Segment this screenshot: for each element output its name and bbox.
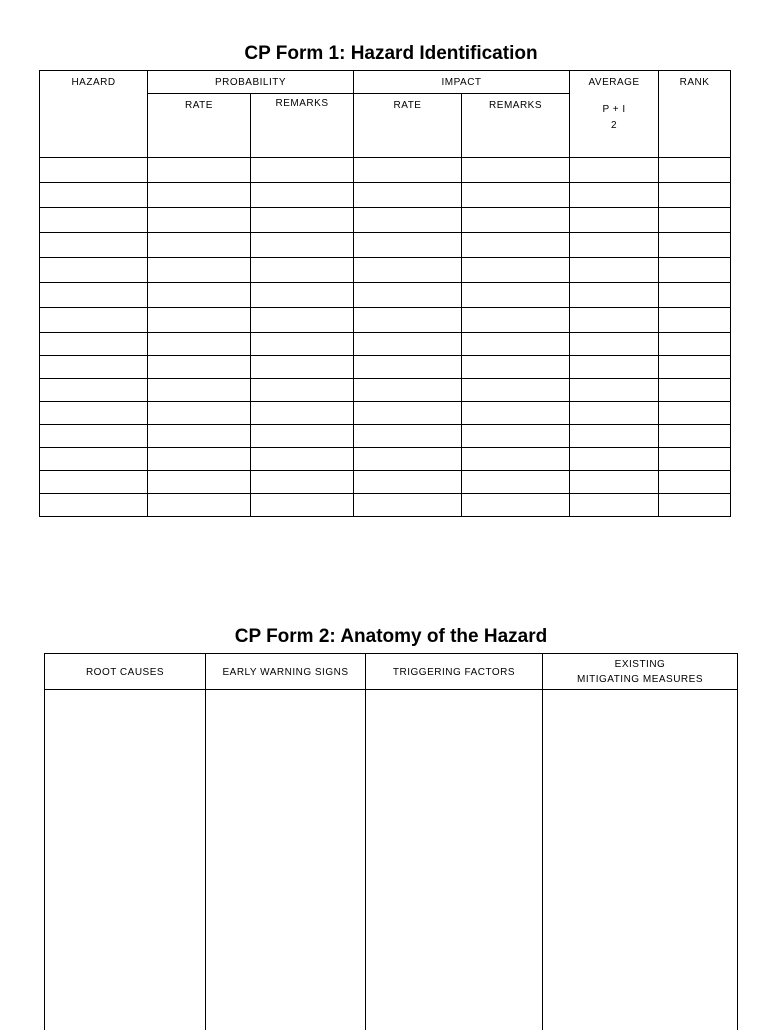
probability-remarks-cell[interactable]: [251, 448, 354, 471]
average-cell[interactable]: [570, 333, 659, 356]
probability-rate-cell[interactable]: [148, 356, 251, 379]
existing-mitigating-measures-cell[interactable]: [543, 690, 738, 1030]
table-row: [40, 471, 731, 494]
probability-remarks-cell[interactable]: [251, 356, 354, 379]
probability-remarks-cell[interactable]: [251, 233, 354, 258]
table-row: [40, 233, 731, 258]
header-rank: RANK: [659, 71, 731, 158]
hazard-table-body: [40, 158, 731, 517]
hazard-cell[interactable]: [40, 208, 148, 233]
average-cell[interactable]: [570, 356, 659, 379]
probability-rate-cell[interactable]: [148, 448, 251, 471]
average-formula-denominator: 2: [611, 120, 617, 131]
impact-remarks-cell[interactable]: [462, 308, 570, 333]
probability-rate-cell[interactable]: [148, 208, 251, 233]
probability-remarks-cell[interactable]: [251, 471, 354, 494]
average-cell[interactable]: [570, 183, 659, 208]
header-hazard: HAZARD: [40, 71, 148, 158]
hazard-cell[interactable]: [40, 402, 148, 425]
rank-cell[interactable]: [659, 425, 731, 448]
header-existing-line1: EXISTING: [543, 657, 737, 672]
average-formula: [570, 102, 658, 134]
hazard-cell[interactable]: [40, 183, 148, 208]
header-existing-mitigating-measures: [543, 654, 738, 690]
table-row: [45, 690, 738, 1030]
rank-cell[interactable]: [659, 258, 731, 283]
probability-rate-cell[interactable]: [148, 308, 251, 333]
rank-cell[interactable]: [659, 208, 731, 233]
impact-remarks-cell[interactable]: [462, 233, 570, 258]
average-cell[interactable]: [570, 308, 659, 333]
probability-remarks-cell[interactable]: [251, 183, 354, 208]
impact-remarks-cell[interactable]: [462, 333, 570, 356]
probability-remarks-cell[interactable]: [251, 379, 354, 402]
table-row: [40, 258, 731, 283]
probability-remarks-cell[interactable]: [251, 425, 354, 448]
impact-rate-cell[interactable]: [354, 308, 462, 333]
table-row: [40, 425, 731, 448]
impact-rate-cell[interactable]: [354, 402, 462, 425]
impact-remarks-cell[interactable]: [462, 402, 570, 425]
impact-remarks-cell[interactable]: [462, 494, 570, 517]
rank-cell[interactable]: [659, 402, 731, 425]
hazard-cell[interactable]: [40, 283, 148, 308]
rank-cell[interactable]: [659, 448, 731, 471]
average-cell[interactable]: [570, 258, 659, 283]
hazard-cell[interactable]: [40, 333, 148, 356]
probability-rate-cell[interactable]: [148, 379, 251, 402]
table-row: [40, 308, 731, 333]
header-probability-remarks: REMARKS: [251, 94, 354, 158]
probability-rate-cell[interactable]: [148, 258, 251, 283]
table-row: [40, 283, 731, 308]
impact-remarks-cell[interactable]: [462, 258, 570, 283]
table-row: [40, 158, 731, 183]
impact-remarks-cell[interactable]: [462, 158, 570, 183]
rank-cell[interactable]: [659, 183, 731, 208]
header-average-label: AVERAGE: [588, 77, 639, 88]
early-warning-signs-cell[interactable]: [206, 690, 366, 1030]
table-row: [40, 494, 731, 517]
hazard-cell[interactable]: [40, 158, 148, 183]
hazard-cell[interactable]: [40, 308, 148, 333]
table-row: [40, 333, 731, 356]
hazard-cell[interactable]: [40, 356, 148, 379]
impact-rate-cell[interactable]: [354, 333, 462, 356]
probability-rate-cell[interactable]: [148, 183, 251, 208]
header-impact-remarks: REMARKS: [462, 94, 570, 158]
header-root-causes: ROOT CAUSES: [45, 654, 206, 690]
header-probability-rate: RATE: [148, 94, 251, 158]
table-row: [40, 448, 731, 471]
impact-rate-cell[interactable]: [354, 471, 462, 494]
average-cell[interactable]: [570, 494, 659, 517]
rank-cell[interactable]: [659, 333, 731, 356]
average-cell[interactable]: [570, 158, 659, 183]
probability-rate-cell[interactable]: [148, 471, 251, 494]
table-row: [40, 183, 731, 208]
probability-rate-cell[interactable]: [148, 333, 251, 356]
rank-cell[interactable]: [659, 308, 731, 333]
impact-rate-cell[interactable]: [354, 208, 462, 233]
header-triggering-factors: TRIGGERING FACTORS: [366, 654, 543, 690]
average-cell[interactable]: [570, 379, 659, 402]
impact-remarks-cell[interactable]: [462, 471, 570, 494]
probability-rate-cell[interactable]: [148, 158, 251, 183]
rank-cell[interactable]: [659, 158, 731, 183]
impact-rate-cell[interactable]: [354, 283, 462, 308]
impact-rate-cell[interactable]: [354, 158, 462, 183]
impact-remarks-cell[interactable]: [462, 448, 570, 471]
form1-title: CP Form 1: Hazard Identification: [7, 43, 768, 65]
probability-remarks-cell[interactable]: [251, 208, 354, 233]
impact-rate-cell[interactable]: [354, 448, 462, 471]
probability-rate-cell[interactable]: [148, 425, 251, 448]
impact-remarks-cell[interactable]: [462, 425, 570, 448]
triggering-factors-cell[interactable]: [366, 690, 543, 1030]
probability-remarks-cell[interactable]: [251, 494, 354, 517]
average-cell[interactable]: [570, 402, 659, 425]
header-existing-line2: MITIGATING MEASURES: [543, 672, 737, 687]
impact-remarks-cell[interactable]: [462, 379, 570, 402]
header-impact: IMPACT: [354, 71, 570, 94]
header-early-warning-signs: EARLY WARNING SIGNS: [206, 654, 366, 690]
hazard-identification-table: [39, 70, 731, 517]
form2-title: CP Form 2: Anatomy of the Hazard: [7, 626, 768, 648]
average-cell[interactable]: [570, 425, 659, 448]
hazard-cell[interactable]: [40, 258, 148, 283]
average-cell[interactable]: [570, 448, 659, 471]
header-average: [570, 71, 659, 158]
hazard-cell[interactable]: [40, 425, 148, 448]
impact-rate-cell[interactable]: [354, 379, 462, 402]
average-cell[interactable]: [570, 233, 659, 258]
table-row: [40, 402, 731, 425]
hazard-cell[interactable]: [40, 448, 148, 471]
table-row: [40, 379, 731, 402]
probability-remarks-cell[interactable]: [251, 402, 354, 425]
probability-rate-cell[interactable]: [148, 494, 251, 517]
probability-rate-cell[interactable]: [148, 233, 251, 258]
average-cell[interactable]: [570, 208, 659, 233]
impact-rate-cell[interactable]: [354, 356, 462, 379]
average-cell[interactable]: [570, 283, 659, 308]
impact-remarks-cell[interactable]: [462, 283, 570, 308]
hazard-cell[interactable]: [40, 379, 148, 402]
header-probability: PROBABILITY: [148, 71, 354, 94]
impact-remarks-cell[interactable]: [462, 356, 570, 379]
probability-rate-cell[interactable]: [148, 283, 251, 308]
rank-cell[interactable]: [659, 283, 731, 308]
hazard-cell[interactable]: [40, 494, 148, 517]
hazard-cell[interactable]: [40, 471, 148, 494]
impact-rate-cell[interactable]: [354, 258, 462, 283]
table-row: [40, 356, 731, 379]
average-formula-numerator: P + I: [602, 104, 625, 115]
impact-rate-cell[interactable]: [354, 425, 462, 448]
rank-cell[interactable]: [659, 233, 731, 258]
impact-remarks-cell[interactable]: [462, 208, 570, 233]
table-row: [40, 208, 731, 233]
impact-rate-cell[interactable]: [354, 183, 462, 208]
probability-remarks-cell[interactable]: [251, 258, 354, 283]
rank-cell[interactable]: [659, 471, 731, 494]
probability-remarks-cell[interactable]: [251, 158, 354, 183]
impact-remarks-cell[interactable]: [462, 183, 570, 208]
probability-remarks-cell[interactable]: [251, 308, 354, 333]
hazard-cell[interactable]: [40, 233, 148, 258]
average-cell[interactable]: [570, 471, 659, 494]
rank-cell[interactable]: [659, 356, 731, 379]
impact-rate-cell[interactable]: [354, 233, 462, 258]
probability-remarks-cell[interactable]: [251, 283, 354, 308]
rank-cell[interactable]: [659, 379, 731, 402]
impact-rate-cell[interactable]: [354, 494, 462, 517]
hazard-anatomy-table: [44, 653, 738, 1030]
root-causes-cell[interactable]: [45, 690, 206, 1030]
header-impact-rate: RATE: [354, 94, 462, 158]
probability-remarks-cell[interactable]: [251, 333, 354, 356]
probability-rate-cell[interactable]: [148, 402, 251, 425]
rank-cell[interactable]: [659, 494, 731, 517]
